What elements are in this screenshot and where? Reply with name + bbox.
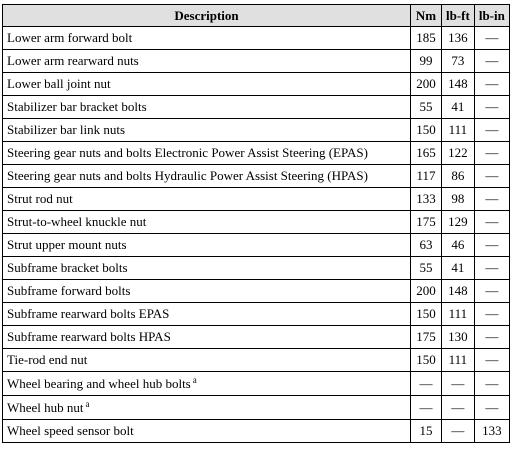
cell-description — [3, 96, 411, 119]
cell-lbft: 41 — [442, 257, 475, 280]
cell-description — [3, 280, 411, 303]
cell-description — [3, 396, 411, 420]
cell-nm: 200 — [411, 73, 442, 96]
cell-lbft: 111 — [442, 303, 475, 326]
table-row — [3, 211, 510, 234]
description-text: Lower arm forward bolt — [7, 30, 133, 45]
cell-description — [3, 165, 411, 188]
description-text: Lower ball joint nut — [7, 76, 111, 91]
cell-lbft: 41 — [442, 96, 475, 119]
table-row — [3, 188, 510, 211]
cell-lbft: — — [442, 396, 475, 420]
description-text: Steering gear nuts and bolts Electronic Power Assist Steering (EPAS) — [7, 145, 368, 160]
cell-lbin: — — [474, 396, 509, 420]
table-body — [3, 27, 510, 443]
description-text: Subframe bracket bolts — [7, 260, 128, 275]
table-header-row — [3, 5, 510, 27]
cell-nm: 200 — [411, 280, 442, 303]
table-row — [3, 27, 510, 50]
cell-lbin: — — [474, 27, 509, 50]
cell-description — [3, 142, 411, 165]
table-row — [3, 142, 510, 165]
cell-description — [3, 349, 411, 372]
description-text: Strut-to-wheel knuckle nut — [7, 214, 147, 229]
cell-lbft: 136 — [442, 27, 475, 50]
cell-lbin: — — [474, 188, 509, 211]
cell-lbft: 129 — [442, 211, 475, 234]
description-text: Strut upper mount nuts — [7, 237, 127, 252]
cell-nm: 165 — [411, 142, 442, 165]
cell-lbin: — — [474, 326, 509, 349]
cell-lbin: — — [474, 165, 509, 188]
cell-lbin: — — [474, 50, 509, 73]
cell-nm: 133 — [411, 188, 442, 211]
cell-description — [3, 73, 411, 96]
cell-lbin: — — [474, 257, 509, 280]
cell-nm: 150 — [411, 303, 442, 326]
cell-lbin: — — [474, 234, 509, 257]
cell-lbin: — — [474, 96, 509, 119]
cell-description — [3, 420, 411, 443]
cell-lbin: — — [474, 280, 509, 303]
description-text: Subframe rearward bolts HPAS — [7, 329, 171, 344]
cell-description — [3, 50, 411, 73]
description-text: Steering gear nuts and bolts Hydraulic Power Assist Steering (HPAS) — [7, 168, 368, 183]
cell-lbft: 148 — [442, 73, 475, 96]
cell-nm: 185 — [411, 27, 442, 50]
table-row — [3, 96, 510, 119]
cell-nm: 150 — [411, 119, 442, 142]
cell-lbft: 86 — [442, 165, 475, 188]
cell-description — [3, 119, 411, 142]
table-row — [3, 420, 510, 443]
cell-nm: 63 — [411, 234, 442, 257]
cell-nm: 99 — [411, 50, 442, 73]
cell-nm: 117 — [411, 165, 442, 188]
cell-nm: 175 — [411, 326, 442, 349]
cell-nm: — — [411, 372, 442, 396]
description-text: Lower arm rearward nuts — [7, 53, 139, 68]
cell-nm: 175 — [411, 211, 442, 234]
cell-lbin: — — [474, 119, 509, 142]
table-row — [3, 119, 510, 142]
table-row — [3, 280, 510, 303]
cell-lbin: — — [474, 372, 509, 396]
cell-description — [3, 326, 411, 349]
cell-nm: — — [411, 396, 442, 420]
cell-lbft: 111 — [442, 349, 475, 372]
footnote-marker: a — [192, 375, 197, 385]
header-description: Description — [3, 5, 411, 27]
table-row — [3, 326, 510, 349]
table-row — [3, 73, 510, 96]
description-text: Wheel speed sensor bolt — [7, 423, 134, 438]
table-row — [3, 303, 510, 326]
table-row — [3, 257, 510, 280]
cell-lbft: 73 — [442, 50, 475, 73]
cell-lbin: — — [474, 303, 509, 326]
description-text: Wheel bearing and wheel hub bolts — [7, 376, 191, 391]
cell-lbft: 122 — [442, 142, 475, 165]
cell-nm: 55 — [411, 96, 442, 119]
description-text: Subframe forward bolts — [7, 283, 131, 298]
cell-description — [3, 234, 411, 257]
cell-lbft: 111 — [442, 119, 475, 142]
description-text: Strut rod nut — [7, 191, 73, 206]
table-row — [3, 372, 510, 396]
header-lbin: lb-in — [474, 5, 509, 27]
cell-lbin: — — [474, 349, 509, 372]
cell-lbft: 148 — [442, 280, 475, 303]
cell-lbft: — — [442, 420, 475, 443]
cell-description — [3, 257, 411, 280]
description-text: Wheel hub nut — [7, 400, 84, 415]
cell-lbin: — — [474, 211, 509, 234]
torque-spec-table — [2, 4, 510, 443]
description-text: Subframe rearward bolts EPAS — [7, 306, 170, 321]
cell-lbft: 46 — [442, 234, 475, 257]
cell-description — [3, 372, 411, 396]
cell-lbft: — — [442, 372, 475, 396]
cell-lbin: — — [474, 73, 509, 96]
footnote-marker: a — [85, 399, 90, 409]
cell-nm: 150 — [411, 349, 442, 372]
table-row — [3, 50, 510, 73]
cell-description — [3, 303, 411, 326]
table-row — [3, 349, 510, 372]
cell-description — [3, 188, 411, 211]
cell-description — [3, 27, 411, 50]
cell-description — [3, 211, 411, 234]
cell-nm: 55 — [411, 257, 442, 280]
header-lbft: lb-ft — [442, 5, 475, 27]
cell-lbft: 130 — [442, 326, 475, 349]
cell-lbin: 133 — [474, 420, 509, 443]
cell-nm: 15 — [411, 420, 442, 443]
description-text: Stabilizer bar link nuts — [7, 122, 126, 137]
table-row — [3, 396, 510, 420]
table-row — [3, 165, 510, 188]
description-text: Stabilizer bar bracket bolts — [7, 99, 147, 114]
cell-lbin: — — [474, 142, 509, 165]
cell-lbft: 98 — [442, 188, 475, 211]
header-nm: Nm — [411, 5, 442, 27]
table-row — [3, 234, 510, 257]
description-text: Tie-rod end nut — [7, 352, 88, 367]
